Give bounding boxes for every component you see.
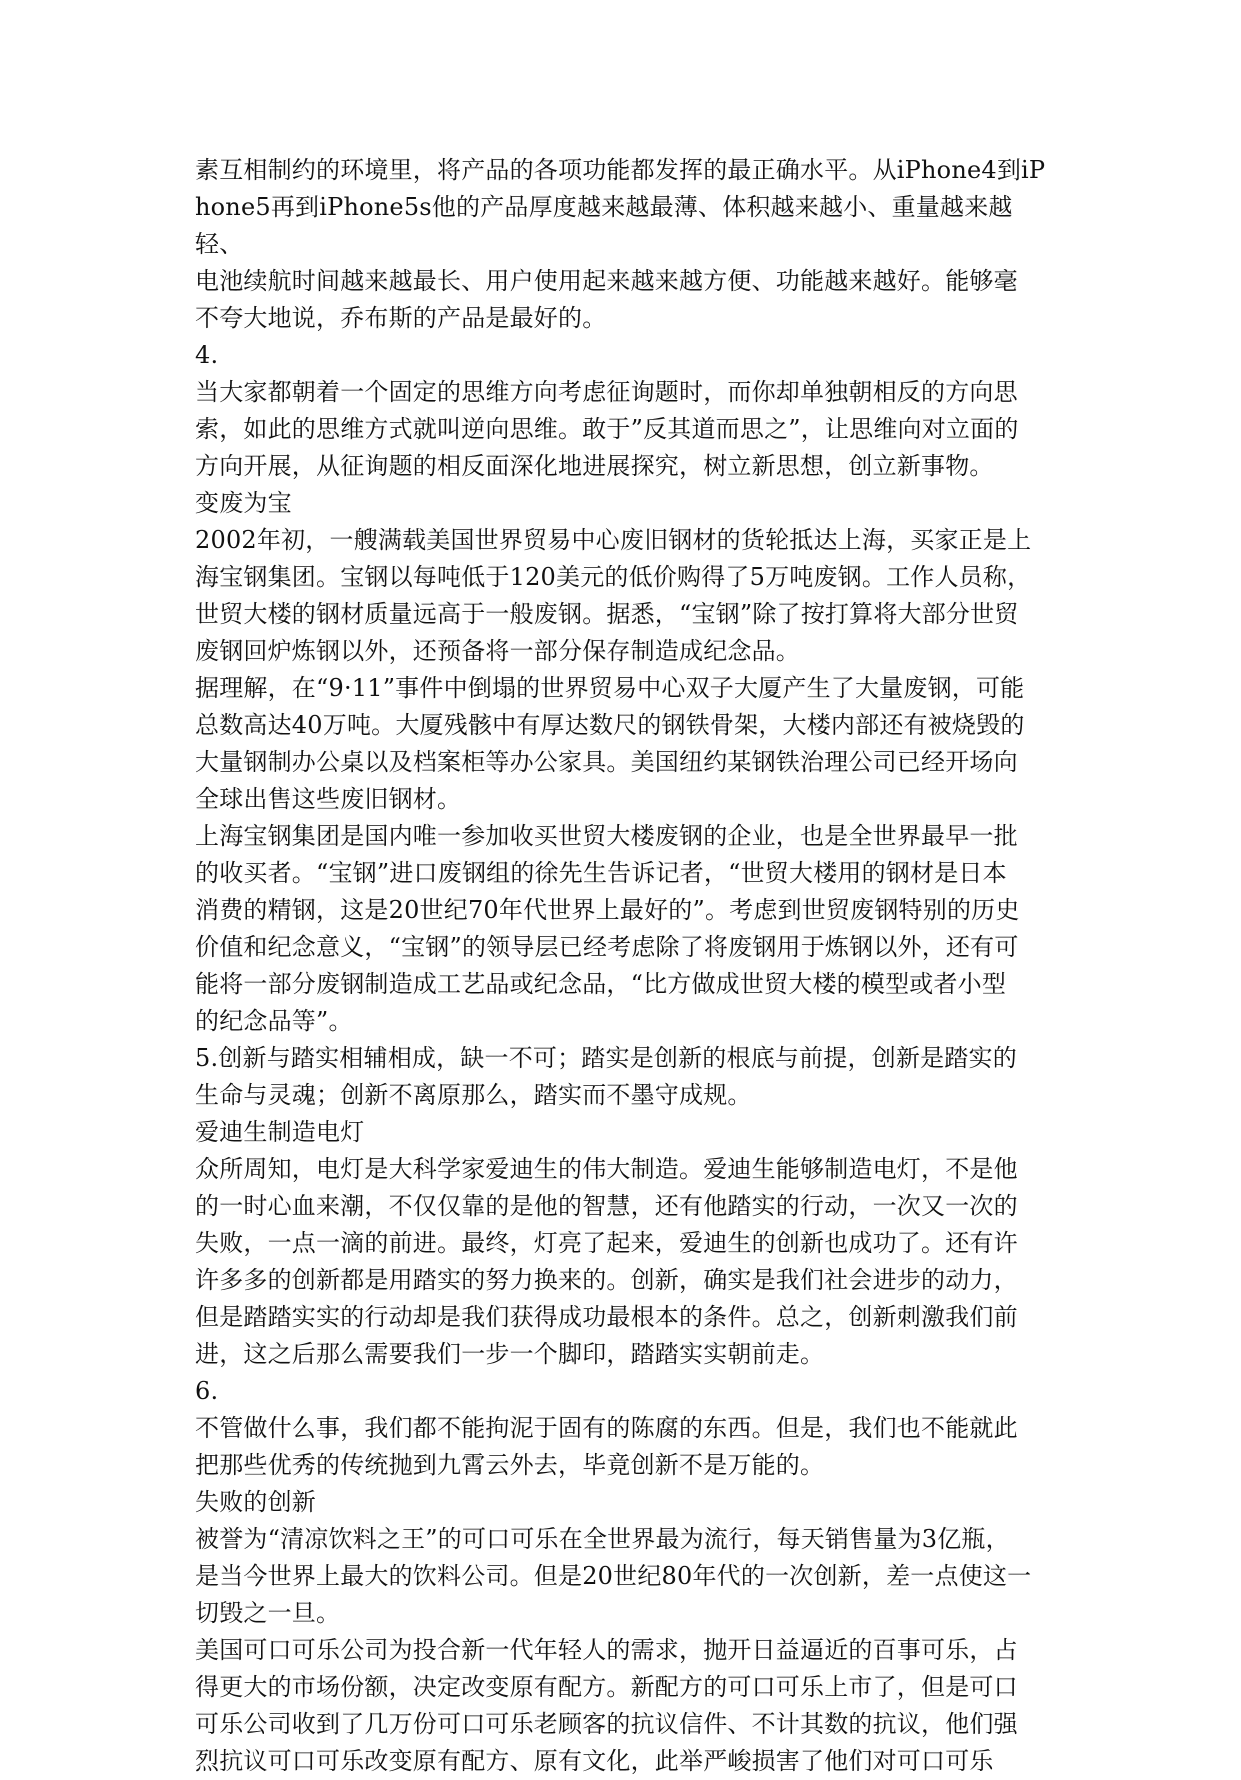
section-heading: 变废为宝 (195, 489, 292, 517)
section-number: 6. (195, 1377, 219, 1405)
text-line: 被誉为“清凉饮料之王”的可口可乐在全世界最为流行，每天销售量为3亿瓶， (195, 1525, 1010, 1553)
text-line: 但是踏踏实实的行动却是我们获得成功最根本的条件。总之，创新刺激我们前 (195, 1303, 1018, 1331)
text-line: 5.创新与踏实相辅相成，缺一不可；踏实是创新的根底与前提，创新是踏实的 (195, 1044, 1017, 1072)
text-line: 的收买者。“宝钢”进口废钢组的徐先生告诉记者，“世贸大楼用的钢材是日本 (195, 859, 1007, 887)
text-line: hone5再到iPhone5s他的产品厚度越来越最薄、体积越来越小、重量越来越轻、 (195, 193, 1013, 258)
text-line: 素互相制约的环境里，将产品的各项功能都发挥的最正确水平。从iPhone4到iP (195, 156, 1046, 184)
text-line: 不管做什么事，我们都不能拘泥于固有的陈腐的东西。但是，我们也不能就此 (195, 1414, 1018, 1442)
text-line: 世贸大楼的钢材质量远高于一般废钢。据悉，“宝钢”除了按打算将大部分世贸 (195, 600, 1019, 628)
text-line: 总数高达40万吨。大厦残骸中有厚达数尺的钢铁骨架，大楼内部还有被烧毁的 (195, 711, 1025, 739)
section-heading: 失败的创新 (195, 1488, 316, 1516)
text-line: 索，如此的思维方式就叫逆向思维。敢于”反其道而思之”，让思维向对立面的 (195, 415, 1019, 443)
text-line: 上海宝钢集团是国内唯一参加收买世贸大楼废钢的企业，也是全世界最早一批 (195, 822, 1018, 850)
text-line: 切毁之一旦。 (195, 1599, 341, 1627)
text-line: 可乐公司收到了几万份可口可乐老顾客的抗议信件、不计其数的抗议，他们强 (195, 1710, 1018, 1738)
text-line: 把那些优秀的传统抛到九霄云外去，毕竟创新不是万能的。 (195, 1451, 825, 1479)
document-page (195, 152, 1055, 1780)
text-line: 许多多的创新都是用踏实的努力换来的。创新，确实是我们社会进步的动力， (195, 1266, 1018, 1294)
text-line: 电池续航时间越来越最长、用户使用起来越来越方便、功能越来越好。能够毫 (195, 267, 1018, 295)
text-line: 失败，一点一滴的前进。最终，灯亮了起来，爱迪生的创新也成功了。还有许 (195, 1229, 1018, 1257)
section-heading: 爱迪生制造电灯 (195, 1118, 365, 1146)
text-line: 的纪念品等”。 (195, 1007, 353, 1035)
text-line: 据理解，在“9·11”事件中倒塌的世界贸易中心双子大厦产生了大量废钢，可能 (195, 674, 1025, 702)
text-line: 海宝钢集团。宝钢以每吨低于120美元的低价购得了5万吨废钢。工作人员称， (195, 563, 1032, 591)
text-line: 消费的精钢，这是20世纪70年代世界上最好的”。考虑到世贸废钢特别的历史 (195, 896, 1020, 924)
text-line: 价值和纪念意义，“宝钢”的领导层已经考虑除了将废钢用于炼钢以外，还有可 (195, 933, 1019, 961)
text-line: 不夸大地说，乔布斯的产品是最好的。 (195, 304, 607, 332)
text-line: 大量钢制办公桌以及档案柜等办公家具。美国纽约某钢铁治理公司已经开场向 (195, 748, 1018, 776)
text-line: 进，这之后那么需要我们一步一个脚印，踏踏实实朝前走。 (195, 1340, 825, 1368)
text-line: 生命与灵魂；创新不离原那么，踏实而不墨守成规。 (195, 1081, 752, 1109)
text-line: 能将一部分废钢制造成工艺品或纪念品，“比方做成世贸大楼的模型或者小型 (195, 970, 1007, 998)
text-line: 当大家都朝着一个固定的思维方向考虑征询题时，而你却单独朝相反的方向思 (195, 378, 1018, 406)
text-line: 2002年初，一艘满载美国世界贸易中心废旧钢材的货轮抵达上海，买家正是上 (195, 526, 1032, 554)
text-line: 方向开展，从征询题的相反面深化地进展探究，树立新思想，创立新事物。 (195, 452, 994, 480)
text-line: 烈抗议可口可乐改变原有配方、原有文化，此举严峻损害了他们对可口可乐 (195, 1747, 994, 1775)
text-line: 废钢回炉炼钢以外，还预备将一部分保存制造成纪念品。 (195, 637, 800, 665)
text-line: 的一时心血来潮，不仅仅靠的是他的智慧，还有他踏实的行动，一次又一次的 (195, 1192, 1018, 1220)
text-line: 得更大的市场份额，决定改变原有配方。新配方的可口可乐上市了，但是可口 (195, 1673, 1018, 1701)
text-line: 是当今世界上最大的饮料公司。但是20世纪80年代的一次创新，差一点使这一 (195, 1562, 1032, 1590)
text-line: 全球出售这些废旧钢材。 (195, 785, 462, 813)
section-number: 4. (195, 341, 219, 369)
text-line: 美国可口可乐公司为投合新一代年轻人的需求，抛开日益逼近的百事可乐，占 (195, 1636, 1018, 1664)
text-line: 众所周知，电灯是大科学家爱迪生的伟大制造。爱迪生能够制造电灯，不是他 (195, 1155, 1018, 1183)
